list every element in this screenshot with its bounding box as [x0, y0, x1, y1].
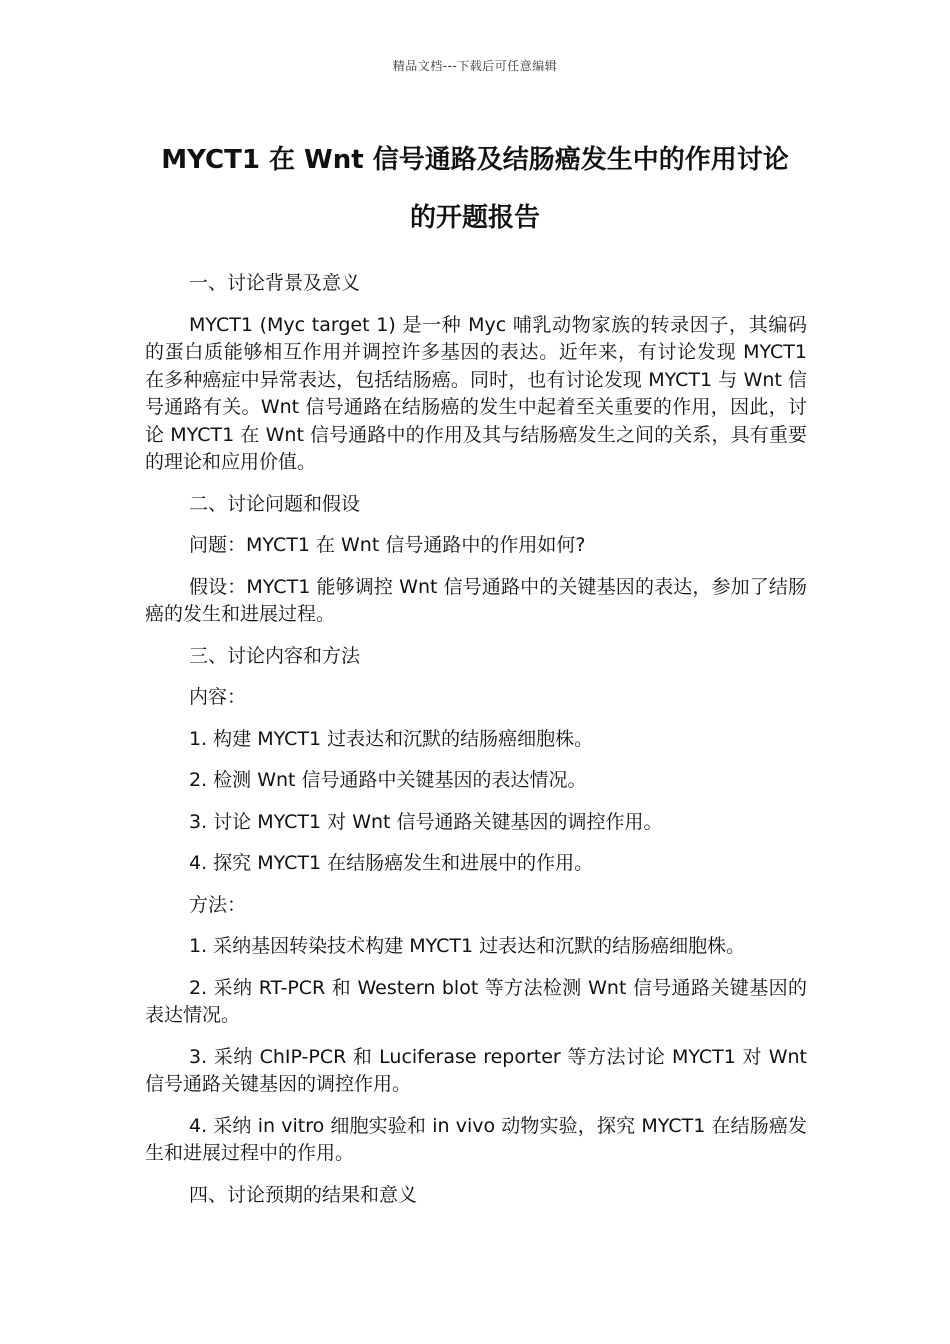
method-label: 方法：	[189, 893, 247, 916]
paragraph-hypothesis: 假设：MYCT1 能够调控 Wnt 信号通路中的关键基因的表达，参加了结肠癌的发生和进展过程。	[145, 575, 807, 625]
content-item: 1. 构建 MYCT1 过表达和沉默的结肠癌细胞株。	[189, 727, 594, 750]
content-item: 4. 探究 MYCT1 在结肠癌发生和进展中的作用。	[189, 852, 594, 874]
section-heading-methods: 三、讨论内容和方法	[189, 644, 361, 667]
section-heading-background: 一、讨论背景及意义	[189, 272, 361, 294]
method-item: 1. 采纳基因转染技术构建 MYCT1 过表达和沉默的结肠癌细胞株。	[189, 935, 746, 957]
content-label: 内容：	[189, 686, 247, 708]
title-line-1: MYCT1 在 Wnt 信号通路及结肠癌发生中的作用讨论	[161, 145, 789, 175]
page-header: 精品文档---下载后可任意编辑	[392, 59, 558, 73]
method-item: 4. 采纳 in vitro 细胞实验和 in vivo 动物实验，探究 MYCT1 在结肠癌发生和进展过程中的作用。	[145, 1114, 807, 1164]
method-item: 3. 采纳 ChIP-PCR 和 Luciferase reporter 等方法讨论 MYCT1 对 Wnt 信号通路关键基因的调控作用。	[145, 1045, 807, 1095]
content-item: 3. 讨论 MYCT1 对 Wnt 信号通路关键基因的调控作用。	[189, 810, 663, 833]
section-heading-question: 二、讨论问题和假设	[189, 492, 361, 515]
document-body	[145, 270, 807, 1223]
document-title	[140, 131, 810, 247]
title-line-2: 的开题报告	[409, 203, 540, 233]
content-item: 2. 检测 Wnt 信号通路中关键基因的表达情况。	[189, 769, 587, 791]
section-heading-results: 四、讨论预期的结果和意义	[189, 1183, 418, 1206]
method-item: 2. 采纳 RT-PCR 和 Western blot 等方法检测 Wnt 信号通路关键基因的表达情况。	[145, 976, 807, 1026]
paragraph-question: 问题：MYCT1 在 Wnt 信号通路中的作用如何?	[189, 534, 586, 556]
paragraph-background: MYCT1 (Myc target 1) 是一种 Myc 哺乳动物家族的转录因子，其编码的蛋白质能够相互作用并调控许多基因的表达。近年来，有讨论发现 MYCT1 在多种癌症中异常表达，包括结肠癌。同时，也有讨论发现 MYCT1 与 Wnt 信号通路有关。Wnt 信号通路在结肠癌的发生中起着至关重要的作用，因此，讨论 MYCT1 在 Wnt 信号通路中的作用及其与结肠癌发生之间的关系，具有重要的理论和应用价值。	[145, 313, 807, 473]
